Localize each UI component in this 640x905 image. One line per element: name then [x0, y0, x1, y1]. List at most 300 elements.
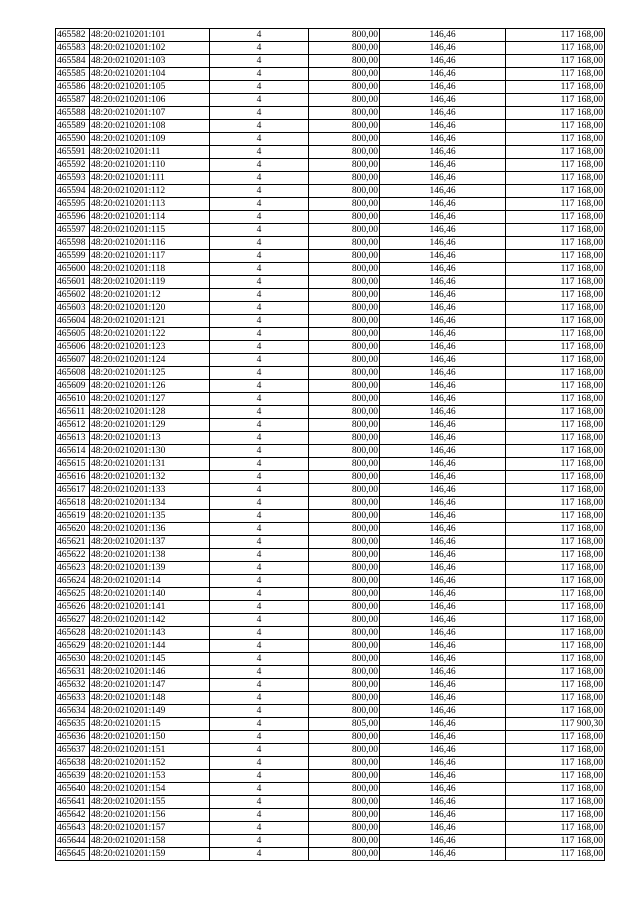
row-id-cell: 465588 [56, 107, 90, 120]
group-cell: 4 [210, 640, 309, 653]
unit-value-cell: 146,46 [380, 120, 506, 133]
area-cell: 800,00 [309, 432, 380, 445]
group-cell: 4 [210, 211, 309, 224]
area-cell: 800,00 [309, 731, 380, 744]
row-id-cell: 465629 [56, 640, 90, 653]
cadastral-number-cell: 48:20:0210201:133 [90, 484, 210, 497]
cadastral-number-cell: 48:20:0210201:115 [90, 224, 210, 237]
cadastral-value-cell: 117 168,00 [506, 744, 605, 757]
table-row [56, 523, 605, 536]
area-cell: 805,00 [309, 718, 380, 731]
cadastral-value-cell: 117 168,00 [506, 549, 605, 562]
unit-value-cell: 146,46 [380, 575, 506, 588]
row-id-cell: 465602 [56, 289, 90, 302]
table-row [56, 718, 605, 731]
table-row [56, 653, 605, 666]
group-cell: 4 [210, 237, 309, 250]
cadastral-value-cell: 117 168,00 [506, 458, 605, 471]
table-row [56, 471, 605, 484]
unit-value-cell: 146,46 [380, 757, 506, 770]
row-id-cell: 465594 [56, 185, 90, 198]
unit-value-cell: 146,46 [380, 315, 506, 328]
cadastral-number-cell: 48:20:0210201:130 [90, 445, 210, 458]
group-cell: 4 [210, 341, 309, 354]
unit-value-cell: 146,46 [380, 276, 506, 289]
row-id-cell: 465596 [56, 211, 90, 224]
cadastral-number-cell: 48:20:0210201:137 [90, 536, 210, 549]
area-cell: 800,00 [309, 757, 380, 770]
row-id-cell: 465639 [56, 770, 90, 783]
group-cell: 4 [210, 42, 309, 55]
cadastral-number-cell: 48:20:0210201:113 [90, 198, 210, 211]
table-row [56, 94, 605, 107]
table-row [56, 484, 605, 497]
unit-value-cell: 146,46 [380, 263, 506, 276]
row-id-cell: 465606 [56, 341, 90, 354]
row-id-cell: 465631 [56, 666, 90, 679]
table-row [56, 328, 605, 341]
area-cell: 800,00 [309, 679, 380, 692]
group-cell: 4 [210, 406, 309, 419]
table-row [56, 289, 605, 302]
table-row [56, 692, 605, 705]
row-id-cell: 465634 [56, 705, 90, 718]
group-cell: 4 [210, 731, 309, 744]
unit-value-cell: 146,46 [380, 744, 506, 757]
group-cell: 4 [210, 94, 309, 107]
unit-value-cell: 146,46 [380, 783, 506, 796]
row-id-cell: 465582 [56, 29, 90, 42]
cadastral-number-cell: 48:20:0210201:114 [90, 211, 210, 224]
cadastral-value-cell: 117 168,00 [506, 393, 605, 406]
cadastral-value-cell: 117 168,00 [506, 562, 605, 575]
cadastral-number-cell: 48:20:0210201:150 [90, 731, 210, 744]
group-cell: 4 [210, 497, 309, 510]
cadastral-number-cell: 48:20:0210201:13 [90, 432, 210, 445]
group-cell: 4 [210, 822, 309, 835]
group-cell: 4 [210, 575, 309, 588]
unit-value-cell: 146,46 [380, 146, 506, 159]
table-row [56, 29, 605, 42]
area-cell: 800,00 [309, 55, 380, 68]
table-row [56, 367, 605, 380]
cadastral-number-cell: 48:20:0210201:135 [90, 510, 210, 523]
unit-value-cell: 146,46 [380, 718, 506, 731]
area-cell: 800,00 [309, 237, 380, 250]
table-row [56, 809, 605, 822]
row-id-cell: 465644 [56, 835, 90, 848]
cadastral-value-cell: 117 168,00 [506, 94, 605, 107]
table-row [56, 120, 605, 133]
cadastral-value-cell: 117 168,00 [506, 705, 605, 718]
cadastral-value-table [55, 28, 605, 861]
unit-value-cell: 146,46 [380, 55, 506, 68]
cadastral-value-cell: 117 168,00 [506, 510, 605, 523]
area-cell: 800,00 [309, 107, 380, 120]
unit-value-cell: 146,46 [380, 302, 506, 315]
row-id-cell: 465597 [56, 224, 90, 237]
cadastral-value-cell: 117 168,00 [506, 42, 605, 55]
unit-value-cell: 146,46 [380, 250, 506, 263]
unit-value-cell: 146,46 [380, 237, 506, 250]
unit-value-cell: 146,46 [380, 419, 506, 432]
area-cell: 800,00 [309, 133, 380, 146]
cadastral-number-cell: 48:20:0210201:149 [90, 705, 210, 718]
cadastral-value-cell: 117 168,00 [506, 133, 605, 146]
cadastral-value-cell: 117 168,00 [506, 81, 605, 94]
cadastral-value-cell: 117 168,00 [506, 263, 605, 276]
group-cell: 4 [210, 120, 309, 133]
unit-value-cell: 146,46 [380, 94, 506, 107]
table-row [56, 263, 605, 276]
cadastral-number-cell: 48:20:0210201:14 [90, 575, 210, 588]
unit-value-cell: 146,46 [380, 809, 506, 822]
unit-value-cell: 146,46 [380, 159, 506, 172]
cadastral-number-cell: 48:20:0210201:152 [90, 757, 210, 770]
row-id-cell: 465645 [56, 848, 90, 861]
unit-value-cell: 146,46 [380, 107, 506, 120]
table-row [56, 276, 605, 289]
row-id-cell: 465640 [56, 783, 90, 796]
unit-value-cell: 146,46 [380, 367, 506, 380]
area-cell: 800,00 [309, 445, 380, 458]
cadastral-value-cell: 117 168,00 [506, 328, 605, 341]
group-cell: 4 [210, 744, 309, 757]
cadastral-number-cell: 48:20:0210201:11 [90, 146, 210, 159]
table-row [56, 237, 605, 250]
area-cell: 800,00 [309, 341, 380, 354]
table-row [56, 549, 605, 562]
cadastral-value-cell: 117 168,00 [506, 835, 605, 848]
unit-value-cell: 146,46 [380, 822, 506, 835]
group-cell: 4 [210, 393, 309, 406]
unit-value-cell: 146,46 [380, 458, 506, 471]
unit-value-cell: 146,46 [380, 81, 506, 94]
table-row [56, 562, 605, 575]
area-cell: 800,00 [309, 198, 380, 211]
row-id-cell: 465637 [56, 744, 90, 757]
unit-value-cell: 146,46 [380, 172, 506, 185]
cadastral-number-cell: 48:20:0210201:120 [90, 302, 210, 315]
group-cell: 4 [210, 770, 309, 783]
table-row [56, 159, 605, 172]
group-cell: 4 [210, 68, 309, 81]
group-cell: 4 [210, 172, 309, 185]
row-id-cell: 465609 [56, 380, 90, 393]
group-cell: 4 [210, 796, 309, 809]
unit-value-cell: 146,46 [380, 289, 506, 302]
unit-value-cell: 146,46 [380, 224, 506, 237]
cadastral-value-cell: 117 168,00 [506, 523, 605, 536]
area-cell: 800,00 [309, 848, 380, 861]
row-id-cell: 465614 [56, 445, 90, 458]
group-cell: 4 [210, 536, 309, 549]
group-cell: 4 [210, 666, 309, 679]
cadastral-value-cell: 117 168,00 [506, 614, 605, 627]
cadastral-number-cell: 48:20:0210201:103 [90, 55, 210, 68]
unit-value-cell: 146,46 [380, 705, 506, 718]
cadastral-value-cell: 117 168,00 [506, 185, 605, 198]
cadastral-number-cell: 48:20:0210201:118 [90, 263, 210, 276]
cadastral-value-cell: 117 168,00 [506, 809, 605, 822]
row-id-cell: 465616 [56, 471, 90, 484]
cadastral-value-cell: 117 168,00 [506, 796, 605, 809]
table-row [56, 575, 605, 588]
row-id-cell: 465638 [56, 757, 90, 770]
table-row [56, 601, 605, 614]
unit-value-cell: 146,46 [380, 68, 506, 81]
cadastral-value-cell: 117 168,00 [506, 471, 605, 484]
row-id-cell: 465586 [56, 81, 90, 94]
cadastral-number-cell: 48:20:0210201:109 [90, 133, 210, 146]
row-id-cell: 465622 [56, 549, 90, 562]
area-cell: 800,00 [309, 770, 380, 783]
group-cell: 4 [210, 588, 309, 601]
cadastral-number-cell: 48:20:0210201:132 [90, 471, 210, 484]
area-cell: 800,00 [309, 185, 380, 198]
row-id-cell: 465620 [56, 523, 90, 536]
row-id-cell: 465593 [56, 172, 90, 185]
group-cell: 4 [210, 107, 309, 120]
cadastral-value-cell: 117 168,00 [506, 406, 605, 419]
cadastral-number-cell: 48:20:0210201:156 [90, 809, 210, 822]
area-cell: 800,00 [309, 627, 380, 640]
table-row [56, 419, 605, 432]
cadastral-value-cell: 117 168,00 [506, 692, 605, 705]
table-row [56, 224, 605, 237]
area-cell: 800,00 [309, 783, 380, 796]
table-row [56, 354, 605, 367]
cadastral-number-cell: 48:20:0210201:112 [90, 185, 210, 198]
cadastral-number-cell: 48:20:0210201:104 [90, 68, 210, 81]
cadastral-value-cell: 117 168,00 [506, 172, 605, 185]
area-cell: 800,00 [309, 562, 380, 575]
unit-value-cell: 146,46 [380, 445, 506, 458]
cadastral-number-cell: 48:20:0210201:110 [90, 159, 210, 172]
table-row [56, 536, 605, 549]
table-row [56, 822, 605, 835]
cadastral-value-cell: 117 168,00 [506, 640, 605, 653]
area-cell: 800,00 [309, 159, 380, 172]
table-row [56, 133, 605, 146]
table-row [56, 81, 605, 94]
group-cell: 4 [210, 484, 309, 497]
unit-value-cell: 146,46 [380, 406, 506, 419]
table-row [56, 744, 605, 757]
area-cell: 800,00 [309, 250, 380, 263]
row-id-cell: 465627 [56, 614, 90, 627]
cadastral-value-cell: 117 168,00 [506, 432, 605, 445]
area-cell: 800,00 [309, 224, 380, 237]
unit-value-cell: 146,46 [380, 666, 506, 679]
group-cell: 4 [210, 302, 309, 315]
unit-value-cell: 146,46 [380, 731, 506, 744]
cadastral-value-cell: 117 168,00 [506, 302, 605, 315]
cadastral-number-cell: 48:20:0210201:148 [90, 692, 210, 705]
group-cell: 4 [210, 185, 309, 198]
cadastral-number-cell: 48:20:0210201:158 [90, 835, 210, 848]
cadastral-number-cell: 48:20:0210201:106 [90, 94, 210, 107]
area-cell: 800,00 [309, 315, 380, 328]
table-row [56, 302, 605, 315]
row-id-cell: 465595 [56, 198, 90, 211]
cadastral-number-cell: 48:20:0210201:124 [90, 354, 210, 367]
cadastral-value-cell: 117 168,00 [506, 237, 605, 250]
unit-value-cell: 146,46 [380, 614, 506, 627]
area-cell: 800,00 [309, 68, 380, 81]
cadastral-number-cell: 48:20:0210201:155 [90, 796, 210, 809]
unit-value-cell: 146,46 [380, 679, 506, 692]
table-row [56, 68, 605, 81]
area-cell: 800,00 [309, 94, 380, 107]
area-cell: 800,00 [309, 289, 380, 302]
row-id-cell: 465589 [56, 120, 90, 133]
table-row [56, 185, 605, 198]
cadastral-number-cell: 48:20:0210201:159 [90, 848, 210, 861]
table-row [56, 107, 605, 120]
table-row [56, 783, 605, 796]
row-id-cell: 465624 [56, 575, 90, 588]
unit-value-cell: 146,46 [380, 341, 506, 354]
row-id-cell: 465625 [56, 588, 90, 601]
row-id-cell: 465611 [56, 406, 90, 419]
cadastral-value-cell: 117 168,00 [506, 315, 605, 328]
unit-value-cell: 146,46 [380, 432, 506, 445]
cadastral-number-cell: 48:20:0210201:105 [90, 81, 210, 94]
cadastral-number-cell: 48:20:0210201:126 [90, 380, 210, 393]
table-row [56, 198, 605, 211]
cadastral-value-cell: 117 168,00 [506, 380, 605, 393]
table-row [56, 705, 605, 718]
area-cell: 800,00 [309, 120, 380, 133]
group-cell: 4 [210, 315, 309, 328]
table-row [56, 42, 605, 55]
cadastral-number-cell: 48:20:0210201:123 [90, 341, 210, 354]
table-row [56, 510, 605, 523]
unit-value-cell: 146,46 [380, 328, 506, 341]
cadastral-number-cell: 48:20:0210201:121 [90, 315, 210, 328]
area-cell: 800,00 [309, 302, 380, 315]
cadastral-number-cell: 48:20:0210201:108 [90, 120, 210, 133]
group-cell: 4 [210, 380, 309, 393]
row-id-cell: 465600 [56, 263, 90, 276]
group-cell: 4 [210, 562, 309, 575]
unit-value-cell: 146,46 [380, 523, 506, 536]
cadastral-number-cell: 48:20:0210201:147 [90, 679, 210, 692]
table-row [56, 757, 605, 770]
row-id-cell: 465610 [56, 393, 90, 406]
group-cell: 4 [210, 601, 309, 614]
row-id-cell: 465605 [56, 328, 90, 341]
group-cell: 4 [210, 276, 309, 289]
area-cell: 800,00 [309, 29, 380, 42]
unit-value-cell: 146,46 [380, 393, 506, 406]
cadastral-number-cell: 48:20:0210201:129 [90, 419, 210, 432]
group-cell: 4 [210, 653, 309, 666]
cadastral-value-cell: 117 168,00 [506, 341, 605, 354]
area-cell: 800,00 [309, 328, 380, 341]
table-row [56, 432, 605, 445]
area-cell: 800,00 [309, 809, 380, 822]
unit-value-cell: 146,46 [380, 848, 506, 861]
area-cell: 800,00 [309, 588, 380, 601]
area-cell: 800,00 [309, 367, 380, 380]
table-row [56, 770, 605, 783]
unit-value-cell: 146,46 [380, 549, 506, 562]
group-cell: 4 [210, 55, 309, 68]
cadastral-value-cell: 117 168,00 [506, 29, 605, 42]
unit-value-cell: 146,46 [380, 29, 506, 42]
unit-value-cell: 146,46 [380, 588, 506, 601]
area-cell: 800,00 [309, 705, 380, 718]
area-cell: 800,00 [309, 640, 380, 653]
area-cell: 800,00 [309, 692, 380, 705]
group-cell: 4 [210, 757, 309, 770]
cadastral-value-cell: 117 168,00 [506, 770, 605, 783]
row-id-cell: 465628 [56, 627, 90, 640]
cadastral-number-cell: 48:20:0210201:140 [90, 588, 210, 601]
unit-value-cell: 146,46 [380, 42, 506, 55]
row-id-cell: 465604 [56, 315, 90, 328]
table-row [56, 458, 605, 471]
cadastral-number-cell: 48:20:0210201:116 [90, 237, 210, 250]
row-id-cell: 465591 [56, 146, 90, 159]
group-cell: 4 [210, 549, 309, 562]
group-cell: 4 [210, 458, 309, 471]
group-cell: 4 [210, 510, 309, 523]
group-cell: 4 [210, 848, 309, 861]
area-cell: 800,00 [309, 354, 380, 367]
cadastral-value-cell: 117 168,00 [506, 55, 605, 68]
table-row [56, 393, 605, 406]
row-id-cell: 465599 [56, 250, 90, 263]
cadastral-number-cell: 48:20:0210201:145 [90, 653, 210, 666]
group-cell: 4 [210, 224, 309, 237]
table-row [56, 640, 605, 653]
row-id-cell: 465615 [56, 458, 90, 471]
table-row [56, 627, 605, 640]
table-row [56, 848, 605, 861]
cadastral-value-cell: 117 168,00 [506, 419, 605, 432]
group-cell: 4 [210, 523, 309, 536]
row-id-cell: 465601 [56, 276, 90, 289]
area-cell: 800,00 [309, 380, 380, 393]
row-id-cell: 465617 [56, 484, 90, 497]
cadastral-value-cell: 117 168,00 [506, 445, 605, 458]
table-row [56, 341, 605, 354]
area-cell: 800,00 [309, 263, 380, 276]
area-cell: 800,00 [309, 835, 380, 848]
area-cell: 800,00 [309, 146, 380, 159]
table-row [56, 666, 605, 679]
group-cell: 4 [210, 146, 309, 159]
table-row [56, 731, 605, 744]
cadastral-number-cell: 48:20:0210201:128 [90, 406, 210, 419]
row-id-cell: 465607 [56, 354, 90, 367]
area-cell: 800,00 [309, 497, 380, 510]
area-cell: 800,00 [309, 536, 380, 549]
group-cell: 4 [210, 419, 309, 432]
area-cell: 800,00 [309, 549, 380, 562]
table-row [56, 796, 605, 809]
area-cell: 800,00 [309, 601, 380, 614]
cadastral-value-cell: 117 168,00 [506, 497, 605, 510]
cadastral-number-cell: 48:20:0210201:127 [90, 393, 210, 406]
cadastral-number-cell: 48:20:0210201:139 [90, 562, 210, 575]
row-id-cell: 465598 [56, 237, 90, 250]
unit-value-cell: 146,46 [380, 536, 506, 549]
document-page [55, 28, 605, 861]
